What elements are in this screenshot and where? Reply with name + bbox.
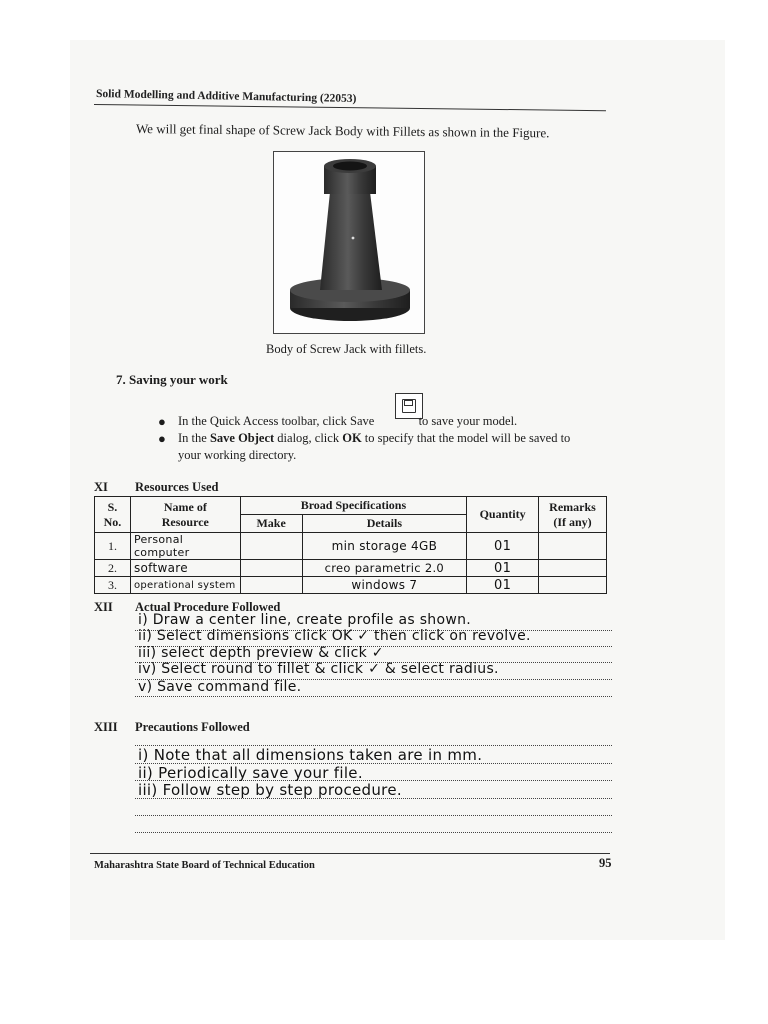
figure-caption: Body of Screw Jack with fillets. — [266, 342, 427, 356]
section-xiii-number: XIII — [94, 720, 118, 734]
ruled-line — [135, 696, 612, 697]
ruled-line — [135, 815, 612, 816]
col-make: Make — [240, 515, 302, 533]
resources-table — [94, 496, 607, 594]
section-xiii-title: Precautions Followed — [135, 720, 250, 734]
bullet-save — [158, 413, 518, 430]
ruled-line — [135, 832, 612, 833]
procedure-step-1: i) Draw a center line, create profile as shown. — [138, 612, 471, 628]
section-xii-title: Actual Procedure Followed — [135, 600, 281, 614]
page-number: 95 — [599, 856, 612, 870]
col-broad-spec: Broad Specifications — [240, 497, 466, 515]
screw-jack-image — [274, 152, 424, 333]
section-xi-title: Resources Used — [135, 480, 219, 494]
intro-text: We will get final shape of Screw Jack Body with Fillets as shown in the Figure. — [135, 121, 550, 141]
col-quantity: Quantity — [467, 497, 539, 533]
precaution-2: ii) Periodically save your file. — [138, 764, 363, 782]
procedure-step-2: ii) Select dimensions click OK ✓ then click on revolve. — [138, 628, 531, 644]
table-row: 3. operational system windows 7 01 — [95, 577, 607, 594]
running-header: Solid Modelling and Additive Manufacturing (22053) — [95, 88, 357, 105]
procedure-step-4: iv) Select round to fillet & click ✓ & select radius. — [138, 661, 499, 677]
precaution-3: iii) Follow step by step procedure. — [138, 781, 402, 799]
table-row: 1. Personal computer min storage 4GB 01 — [95, 533, 607, 560]
section-xi-number: XI — [94, 480, 108, 494]
bullet-icon: ● — [158, 431, 166, 446]
procedure-step-5: v) Save command file. — [138, 679, 302, 695]
bullet-save-object: ● In the Save Object dialog, click OK to specify that the model will be saved to — [158, 431, 571, 446]
footer-board: Maharashtra State Board of Technical Education — [94, 860, 315, 871]
precaution-1: i) Note that all dimensions taken are in mm. — [138, 746, 483, 764]
bullet-icon: ● — [158, 414, 166, 429]
bullet-save-text-a: In the Quick Access toolbar, click Save — [178, 414, 375, 428]
section-xii-number: XII — [94, 600, 113, 614]
col-remarks: Remarks (If any) — [539, 497, 607, 533]
procedure-step-3: iii) select depth preview & click ✓ — [138, 645, 384, 661]
bullet-save-text-b: to save your model. — [418, 414, 518, 428]
section-7-title: 7. Saving your work — [116, 372, 228, 387]
bullet-save-object-cont: your working directory. — [178, 448, 297, 462]
col-name: Name of Resource — [130, 497, 240, 533]
table-row: 2. software creo parametric 2.0 01 — [95, 560, 607, 577]
footer-rule — [90, 853, 610, 854]
screw-jack-figure — [273, 151, 425, 334]
col-sno: S. No. — [95, 497, 131, 533]
col-details: Details — [302, 515, 467, 533]
